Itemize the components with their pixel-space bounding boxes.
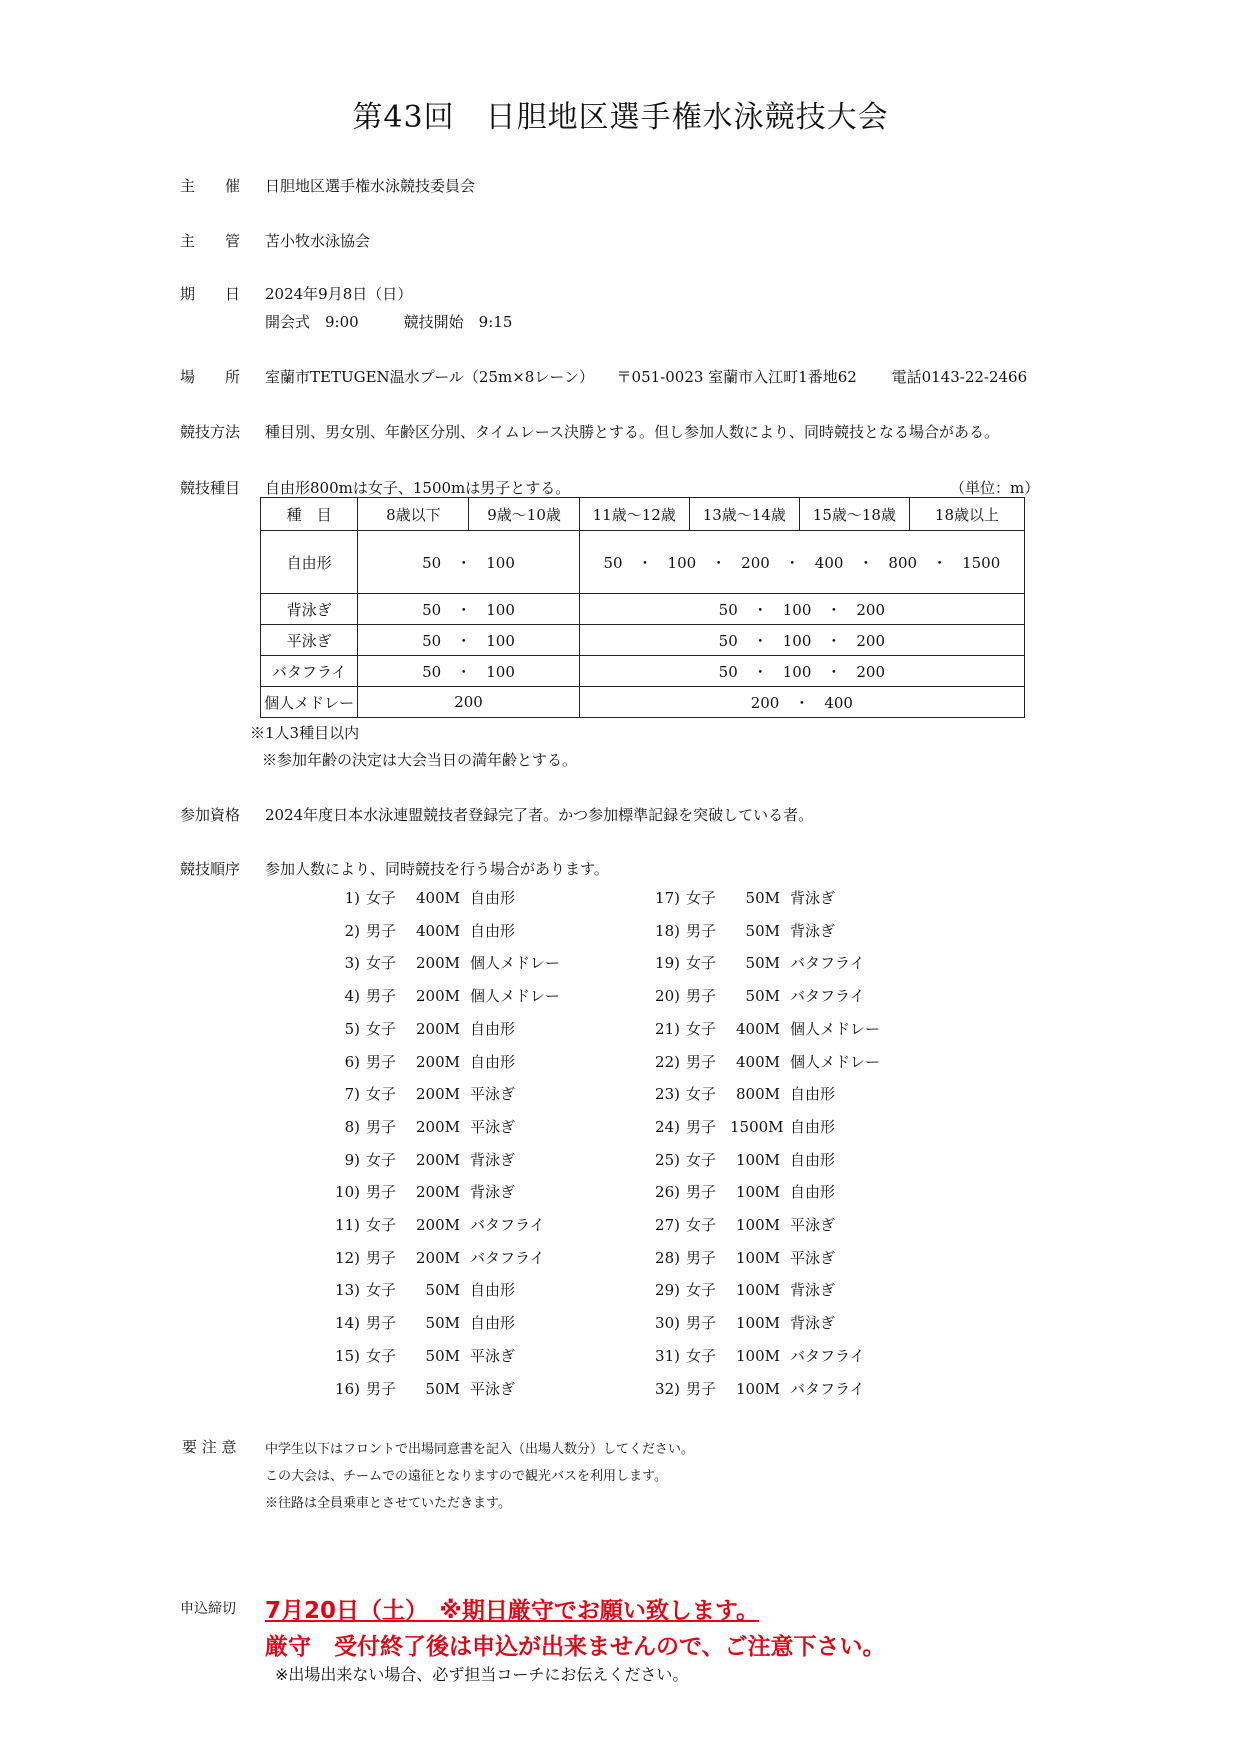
order-item <box>320 920 515 941</box>
order-num: 7) <box>344 1085 360 1104</box>
order-num: 19) <box>655 954 680 973</box>
page-title: 第43回 日胆地区選手権水泳競技大会 <box>352 100 889 135</box>
order-item <box>640 1214 835 1235</box>
order-num: 31) <box>655 1346 680 1365</box>
organizer-label: 主 催 <box>180 177 241 195</box>
order-item <box>320 1116 515 1137</box>
order-stroke: 平泳ぎ <box>470 1085 516 1104</box>
order-stroke: バタフライ <box>790 1379 865 1398</box>
qualification-label: 参加資格 <box>180 806 241 824</box>
order-stroke: 平泳ぎ <box>470 1346 516 1365</box>
order-num: 8) <box>344 1117 360 1136</box>
order-num: 22) <box>655 1052 680 1071</box>
order-num: 1) <box>344 889 360 907</box>
notice-line: この大会は、チームでの遠征となりますので観光バスを利用します。 <box>265 1469 667 1484</box>
notice-label: 要 注 意 <box>182 1438 237 1456</box>
venue-value: 室蘭市TETUGEN温水プール（25m×8レーン） 〒051-0023 室蘭市入江町1番地62 電話0143-22-2466 <box>265 368 1028 386</box>
events-value: 自由形800mは女子、1500mは男子とする。 <box>265 479 571 497</box>
order-stroke: 平泳ぎ <box>470 1379 516 1398</box>
order-dist: 100M <box>736 1183 780 1202</box>
order-dist: 400M <box>416 921 460 940</box>
order-num: 25) <box>655 1150 680 1169</box>
order-sex: 男子 <box>366 987 397 1006</box>
order-stroke: 自由形 <box>470 1281 516 1300</box>
order-item <box>320 1214 545 1235</box>
order-stroke: 個人メドレー <box>790 1019 881 1038</box>
order-num: 17) <box>655 889 680 907</box>
order-dist: 400M <box>736 1019 780 1038</box>
event-name: バタフライ <box>261 656 358 687</box>
order-num: 13) <box>335 1281 360 1300</box>
order-item <box>640 985 865 1006</box>
order-sex: 女子 <box>686 1281 717 1300</box>
order-dist: 200M <box>416 954 460 973</box>
order-stroke: 自由形 <box>470 1052 516 1071</box>
date-label: 期 日 <box>180 285 241 303</box>
order-dist: 200M <box>416 1019 460 1038</box>
notice-line: ※往路は全員乗車とさせていただきます。 <box>265 1496 511 1511</box>
order-dist: 100M <box>736 1281 780 1300</box>
table-row <box>261 594 1025 625</box>
order-stroke: 自由形 <box>790 1183 836 1202</box>
order-item <box>320 1018 515 1039</box>
order-sex: 男子 <box>686 987 717 1006</box>
senior-distances: 50 ・ 100 ・ 200 ・ 400 ・ 800 ・ 1500 <box>579 531 1024 594</box>
order-dist: 400M <box>736 1052 780 1071</box>
order-stroke: 背泳ぎ <box>790 1281 836 1300</box>
order-item <box>640 920 835 941</box>
events-label: 競技種目 <box>180 479 241 497</box>
order-sex: 女子 <box>366 954 397 973</box>
order-stroke: 自由形 <box>470 1314 516 1333</box>
order-dist: 200M <box>416 1052 460 1071</box>
junior-distances: 50 ・ 100 <box>358 625 579 656</box>
junior-distances: 200 <box>358 687 579 718</box>
order-stroke: バタフライ <box>470 1248 545 1267</box>
order-sex: 男子 <box>686 921 717 940</box>
order-stroke: 自由形 <box>470 921 516 940</box>
order-item <box>640 1345 865 1366</box>
order-num: 5) <box>344 1019 360 1038</box>
order-item <box>640 1116 835 1137</box>
order-stroke: 背泳ぎ <box>790 1314 836 1333</box>
table-header-row <box>261 498 1025 531</box>
order-num: 9) <box>344 1150 360 1169</box>
deadline-label: 申込締切 <box>180 1601 236 1617</box>
order-stroke: 背泳ぎ <box>470 1183 516 1202</box>
order-item <box>320 1181 515 1202</box>
table-header-cell: 9歳～10歳 <box>469 498 579 531</box>
events-table <box>260 497 1025 718</box>
order-dist: 50M <box>745 954 780 973</box>
order-sex: 男子 <box>366 1183 397 1202</box>
order-sex: 女子 <box>686 954 717 973</box>
table-header-cell: 8歳以下 <box>358 498 469 531</box>
order-stroke: 背泳ぎ <box>790 921 836 940</box>
order-dist: 50M <box>745 889 780 907</box>
order-dist: 400M <box>416 889 460 907</box>
organizer-value: 日胆地区選手権水泳競技委員会 <box>265 177 476 195</box>
order-num: 3) <box>344 954 360 973</box>
order-num: 21) <box>655 1019 680 1038</box>
order-dist: 50M <box>425 1379 460 1398</box>
order-stroke: 自由形 <box>790 1117 836 1136</box>
manager-label: 主 管 <box>180 232 241 250</box>
table-row <box>261 687 1025 718</box>
order-dist: 100M <box>736 1216 780 1234</box>
order-item <box>640 1051 880 1072</box>
order-stroke: 平泳ぎ <box>790 1248 836 1267</box>
order-sex: 女子 <box>366 889 397 907</box>
order-item <box>640 1018 880 1039</box>
order-dist: 50M <box>425 1281 460 1300</box>
order-sex: 女子 <box>366 1019 397 1038</box>
event-name: 個人メドレー <box>261 687 358 718</box>
order-sex: 女子 <box>686 1150 717 1169</box>
order-item <box>640 1279 835 1300</box>
table-header-cell: 11歳～12歳 <box>579 498 689 531</box>
order-item <box>320 1051 515 1072</box>
order-item <box>320 1345 515 1366</box>
order-item <box>640 1378 865 1399</box>
order-num: 15) <box>335 1346 360 1365</box>
table-header-cell: 13歳～14歳 <box>689 498 799 531</box>
order-sex: 男子 <box>686 1379 717 1398</box>
deadline-warning: 厳守 受付終了後は申込が出来ませんので、ご注意下さい。 <box>265 1634 886 1660</box>
order-dist: 50M <box>425 1314 460 1333</box>
senior-distances: 200 ・ 400 <box>579 687 1024 718</box>
order-stroke: 個人メドレー <box>470 954 561 973</box>
order-dist: 200M <box>416 1117 460 1136</box>
order-sex: 男子 <box>366 1379 397 1398</box>
table-row <box>261 531 1025 594</box>
order-sex: 女子 <box>366 1346 397 1365</box>
order-item <box>320 887 515 908</box>
table-row <box>261 625 1025 656</box>
order-num: 26) <box>655 1183 680 1202</box>
order-sex: 女子 <box>686 1085 717 1104</box>
order-item <box>320 1247 545 1268</box>
order-stroke: 自由形 <box>470 889 516 907</box>
table-note-age: ※参加年齢の決定は大会当日の満年齢とする。 <box>262 751 578 769</box>
order-item <box>640 1247 835 1268</box>
order-sex: 女子 <box>686 1346 717 1365</box>
order-stroke: 個人メドレー <box>470 987 561 1006</box>
unit-note: （単位：m） <box>950 479 1040 497</box>
manager-value: 苫小牧水泳協会 <box>265 232 371 250</box>
order-dist: 1500M <box>730 1117 784 1136</box>
order-dist: 200M <box>416 1216 460 1234</box>
order-dist: 100M <box>736 1150 780 1169</box>
table-row <box>261 656 1025 687</box>
order-item <box>320 1312 515 1333</box>
order-intro: 参加人数により、同時競技を行う場合があります。 <box>265 860 609 878</box>
order-num: 16) <box>335 1379 360 1398</box>
order-num: 27) <box>655 1216 680 1234</box>
order-item <box>320 985 560 1006</box>
order-sex: 女子 <box>366 1150 397 1169</box>
event-name: 平泳ぎ <box>261 625 358 656</box>
order-sex: 男子 <box>366 1248 397 1267</box>
order-sex: 男子 <box>366 1314 397 1333</box>
order-num: 6) <box>344 1052 360 1071</box>
order-sex: 男子 <box>686 1052 717 1071</box>
order-sex: 女子 <box>366 1281 397 1300</box>
order-sex: 女子 <box>686 889 717 907</box>
order-dist: 100M <box>736 1314 780 1333</box>
order-sex: 男子 <box>686 1248 717 1267</box>
order-dist: 200M <box>416 987 460 1006</box>
order-item <box>640 1181 835 1202</box>
order-stroke: 背泳ぎ <box>470 1150 516 1169</box>
event-name: 自由形 <box>261 531 358 594</box>
notice-line: 中学生以下はフロントで出場同意書を記入（出場人数分）してください。 <box>265 1442 695 1457</box>
order-dist: 100M <box>736 1346 780 1365</box>
date-value: 2024年9月8日（日） <box>265 285 413 303</box>
method-value: 種目別、男女別、年齢区分別、タイムレース決勝とする。但し参加人数により、同時競技となる場合がある。 <box>265 423 999 441</box>
order-item <box>320 1279 515 1300</box>
order-num: 30) <box>655 1314 680 1333</box>
order-stroke: 平泳ぎ <box>470 1117 516 1136</box>
order-stroke: バタフライ <box>470 1216 545 1234</box>
order-dist: 50M <box>425 1346 460 1365</box>
order-dist: 50M <box>745 921 780 940</box>
junior-distances: 50 ・ 100 <box>358 531 579 594</box>
order-item <box>320 1378 515 1399</box>
senior-distances: 50 ・ 100 ・ 200 <box>579 625 1024 656</box>
order-label: 競技順序 <box>180 860 241 878</box>
order-num: 14) <box>335 1314 360 1333</box>
order-num: 29) <box>655 1281 680 1300</box>
method-label: 競技方法 <box>180 423 241 441</box>
order-num: 2) <box>344 921 360 940</box>
order-sex: 男子 <box>366 1117 397 1136</box>
order-num: 12) <box>335 1248 360 1267</box>
junior-distances: 50 ・ 100 <box>358 656 579 687</box>
order-dist: 100M <box>736 1248 780 1267</box>
order-num: 23) <box>655 1085 680 1104</box>
order-stroke: 背泳ぎ <box>790 889 836 907</box>
order-stroke: 自由形 <box>470 1019 516 1038</box>
venue-label: 場 所 <box>180 368 241 386</box>
order-dist: 200M <box>416 1085 460 1104</box>
order-num: 24) <box>655 1117 680 1136</box>
order-num: 11) <box>335 1216 360 1234</box>
order-sex: 男子 <box>366 1052 397 1071</box>
senior-distances: 50 ・ 100 ・ 200 <box>579 594 1024 625</box>
senior-distances: 50 ・ 100 ・ 200 <box>579 656 1024 687</box>
qualification-value: 2024年度日本水泳連盟競技者登録完了者。かつ参加標準記録を突破している者。 <box>265 806 814 824</box>
schedule-value: 開会式 9:00 競技開始 9:15 <box>265 313 513 331</box>
order-num: 32) <box>655 1379 680 1398</box>
order-item <box>320 952 560 973</box>
order-sex: 男子 <box>686 1117 717 1136</box>
order-num: 18) <box>655 921 680 940</box>
order-stroke: 個人メドレー <box>790 1052 881 1071</box>
order-num: 10) <box>335 1183 360 1202</box>
order-stroke: 自由形 <box>790 1150 836 1169</box>
table-header-cell: 種 目 <box>261 498 358 531</box>
order-item <box>640 1149 835 1170</box>
table-header-cell: 18歳以上 <box>909 498 1024 531</box>
order-num: 20) <box>655 987 680 1006</box>
order-dist: 100M <box>736 1379 780 1398</box>
order-stroke: 自由形 <box>790 1085 836 1104</box>
order-sex: 男子 <box>366 921 397 940</box>
order-item <box>640 1312 835 1333</box>
order-sex: 女子 <box>686 1019 717 1038</box>
order-dist: 50M <box>745 987 780 1006</box>
order-dist: 200M <box>416 1150 460 1169</box>
order-item <box>320 1149 515 1170</box>
table-header-cell: 15歳～18歳 <box>799 498 909 531</box>
order-stroke: バタフライ <box>790 954 865 973</box>
order-dist: 200M <box>416 1183 460 1202</box>
event-name: 背泳ぎ <box>261 594 358 625</box>
order-num: 28) <box>655 1248 680 1267</box>
order-sex: 男子 <box>686 1183 717 1202</box>
order-sex: 女子 <box>366 1216 397 1234</box>
order-num: 4) <box>344 987 360 1006</box>
junior-distances: 50 ・ 100 <box>358 594 579 625</box>
deadline-note: ※出場出来ない場合、必ず担当コーチにお伝えください。 <box>275 1665 689 1684</box>
order-dist: 200M <box>416 1248 460 1267</box>
order-item <box>640 952 865 973</box>
order-stroke: バタフライ <box>790 1346 865 1365</box>
order-dist: 800M <box>736 1085 780 1104</box>
table-note-limit: ※1人3種目以内 <box>250 724 360 742</box>
order-item <box>320 1083 515 1104</box>
order-sex: 女子 <box>366 1085 397 1104</box>
order-item <box>640 1083 835 1104</box>
order-stroke: 平泳ぎ <box>790 1216 836 1234</box>
order-stroke: バタフライ <box>790 987 865 1006</box>
order-sex: 男子 <box>686 1314 717 1333</box>
order-item <box>640 887 835 908</box>
deadline-date: 7月20日（土） ※期日厳守でお願い致します。 <box>265 1598 760 1624</box>
order-sex: 女子 <box>686 1216 717 1234</box>
